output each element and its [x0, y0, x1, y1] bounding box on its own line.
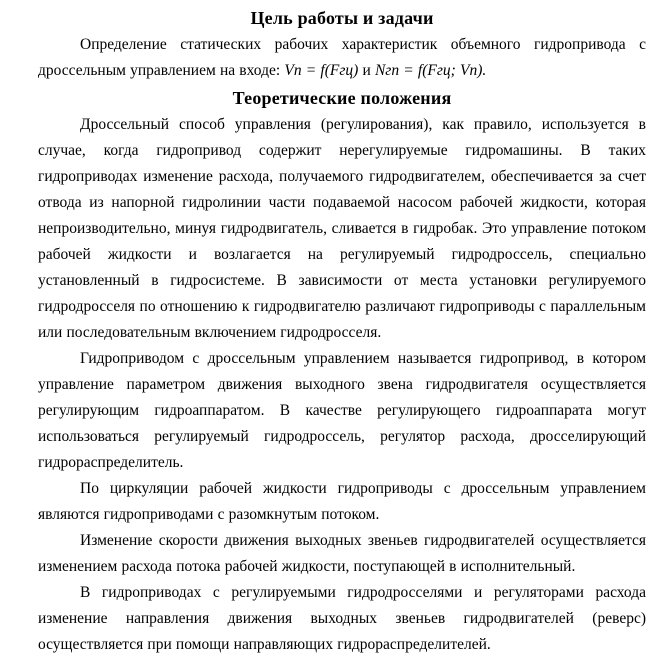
theory-paragraph-5: В гидроприводах с регулируемыми гидродросселями и регуляторами расхода изменение направления движения выходных звеньев гидродвигателей (реверс) осуществляется при помощи направляющих гидрораспределителей.	[38, 584, 646, 653]
theory-paragraph-3: По циркуляции рабочей жидкости гидроприводы с дроссельным управлением являются гидроприводами с разомкнутым потоком.	[38, 480, 646, 523]
formula-velocity: Vп = f(Fгц)	[284, 62, 359, 79]
theory-paragraph-1: Дроссельный способ управления (регулирования), как правило, используется в случае, когда гидропривод содержит нерегулируемые гидромашины. В таких гидроприводах изменение расхода, получаемого гидродвигателем, обеспечивается за счет отвода из напорной гидролинии части подаваемой насосом рабочей жидкости, которая непроизводительно, минуя гидродвигатель, сливается в гидробак. Это управление потоком рабочей жидкости и возлагается на регулируемый гидродроссель, специально установленный в гидросистеме. В зависимости от места установки регулируемого гидродросселя по отношению к гидродвигателю различают гидроприводы с параллельным или последовательным включением гидродросселя.	[38, 116, 646, 341]
formula-power: Nгп = f(Fгц; Vп).	[374, 62, 487, 79]
section-heading-goal: Цель работы и задачи	[250, 8, 434, 28]
theory-paragraph-2: Гидроприводом с дроссельным управлением называется гидропривод, в котором управление параметром движения выходного звена гидродвигателя осуществляется регулирующим гидроаппаратом. В качестве регулирующего гидроаппарата могут использоваться регулируемый гидродроссель, регулятор расхода, дросселирующий гидрораспределитель.	[38, 350, 646, 471]
goal-intro-text: Определение статических рабочих характеристик объемного гидропривода с дроссельным управлением на входе:	[38, 36, 646, 79]
goal-paragraph	[38, 32, 646, 84]
formula-conjunction: и	[362, 62, 371, 79]
section-heading-theory: Теоретические положения	[232, 88, 452, 108]
theory-paragraph-4: Изменение скорости движения выходных звеньев гидродвигателей осуществляется изменением расхода потока рабочей жидкости, поступающей в исполнительный.	[38, 532, 646, 575]
